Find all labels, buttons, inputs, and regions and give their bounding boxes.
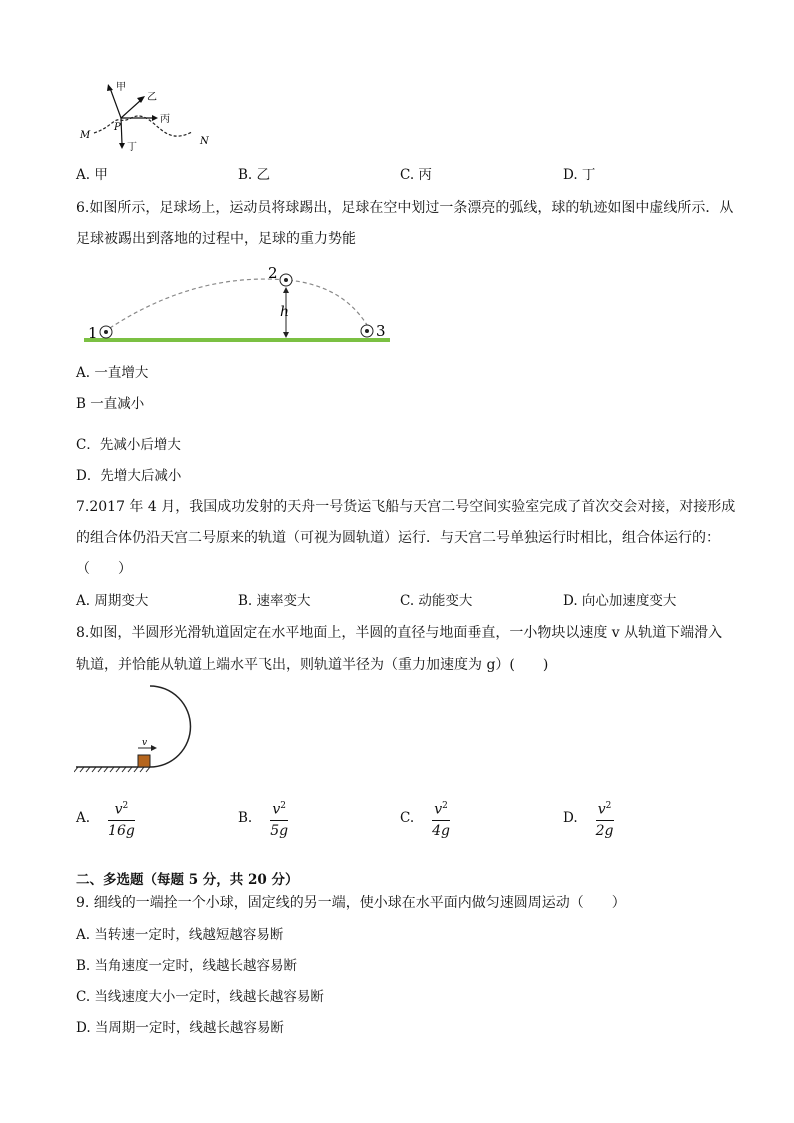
q8-option-d-fraction: $\frac{v^2}{2g}$ [596,796,614,841]
q8-figure [74,680,204,776]
q9-option-d: D. 当周期一定时，线越长越容易断 [76,1020,284,1036]
q6-label-2: 2 [268,264,278,282]
q5-option-a: A. 甲 [76,167,108,183]
q8-semicircle-track [150,686,190,767]
q9-option-b: B. 当角速度一定时，线越长越容易断 [76,958,298,974]
q8-option-d-label: D. [563,810,578,827]
q6-option-c: C．先减小后增大 [76,437,181,453]
q6-option-d: D．先增大后减小 [76,468,182,484]
q5-label-p: P [114,122,121,133]
q8-option-a-fraction: $\frac{v^2}{16g}$ [108,796,135,841]
q6-label-h: h [280,304,290,320]
q7-option-a: A. 周期变大 [76,593,149,609]
q7-option-c: C. 动能变大 [400,593,473,609]
q8-stem-line2: 轨道，并恰能从轨道上端水平飞出，则轨道半径为（重力加速度为 g）( ) [76,657,549,673]
q8-option-d [563,796,614,841]
q8-option-a-label: A. [76,810,91,827]
q5-label-ding: 丁 [127,142,137,153]
q8-option-c-label: C. [400,810,415,827]
q9-stem-line1: 9. 细线的一端拴一个小球，固定线的另一端，使小球在水平面内做匀速圆周运动（ ） [76,895,626,911]
q9-option-c: C. 当线速度大小一定时，线越长越容易断 [76,989,324,1005]
q5-label-yi: 乙 [147,92,157,103]
q6-label-1: 1 [88,324,98,342]
q5-label-bing: 丙 [160,114,170,125]
q5-dashed-trajectory [94,116,192,136]
q8-label-v: v [142,738,148,748]
q6-stem-line2: 足球被踢出到落地的过程中，足球的重力势能 [76,231,356,247]
q6-ball-1 [100,326,112,338]
q8-option-b [238,796,288,841]
q8-option-a [76,796,135,841]
q6-label-3: 3 [376,322,386,340]
q6-dashed-trajectory [104,279,367,332]
q8-option-b-fraction: $\frac{v^2}{5g}$ [270,796,288,841]
q8-option-c-fraction: $\frac{v^2}{4g}$ [432,796,450,841]
q5-option-d: D. 丁 [563,167,596,183]
q7-stem-line1: 7.2017 年 4 月，我国成功发射的天舟一号货运飞船与天宫二号空间实验室完成了首次交会对接，对接形成 [76,499,736,515]
q6-ball-3 [361,325,373,337]
q5-option-b: B. 乙 [238,167,271,183]
q9-option-a: A. 当转速一定时，线越短越容易断 [76,927,284,943]
q5-figure [72,78,222,160]
q8-stem-line1: 8.如图，半圆形光滑轨道固定在水平地面上，半圆的直径与地面垂直，一小物块以速度 v 从轨道下端滑入 [76,625,723,641]
section-2-title: 二、多选题（每题 5 分，共 20 分） [76,872,299,888]
q5-option-c: C. 丙 [400,167,432,183]
q8-option-c [400,796,450,841]
q5-label-m: M [80,130,91,141]
q6-option-a: A. 一直增大 [76,365,149,381]
q6-option-b: B 一直减小 [76,396,145,412]
q5-label-jia: 甲 [116,82,126,93]
q7-stem-line3: （ ） [76,561,132,577]
q8-option-b-label: B. [238,810,253,827]
q7-option-d: D. 向心加速度变大 [563,593,677,609]
q7-stem-line2: 的组合体仍沿天宫二号原来的轨道（可视为圆轨道）运行．与天宫二号单独运行时相比，组合体运行的： [76,530,720,546]
q6-ball-2 [280,274,292,286]
q8-block [138,755,150,767]
q6-stem-line1: 6.如图所示，足球场上，运动员将球踢出，足球在空中划过一条漂亮的弧线，球的轨迹如图中虚线所示．从 [76,200,734,216]
q6-figure [82,260,394,350]
q7-option-b: B. 速率变大 [238,593,311,609]
q5-label-n: N [200,136,209,147]
